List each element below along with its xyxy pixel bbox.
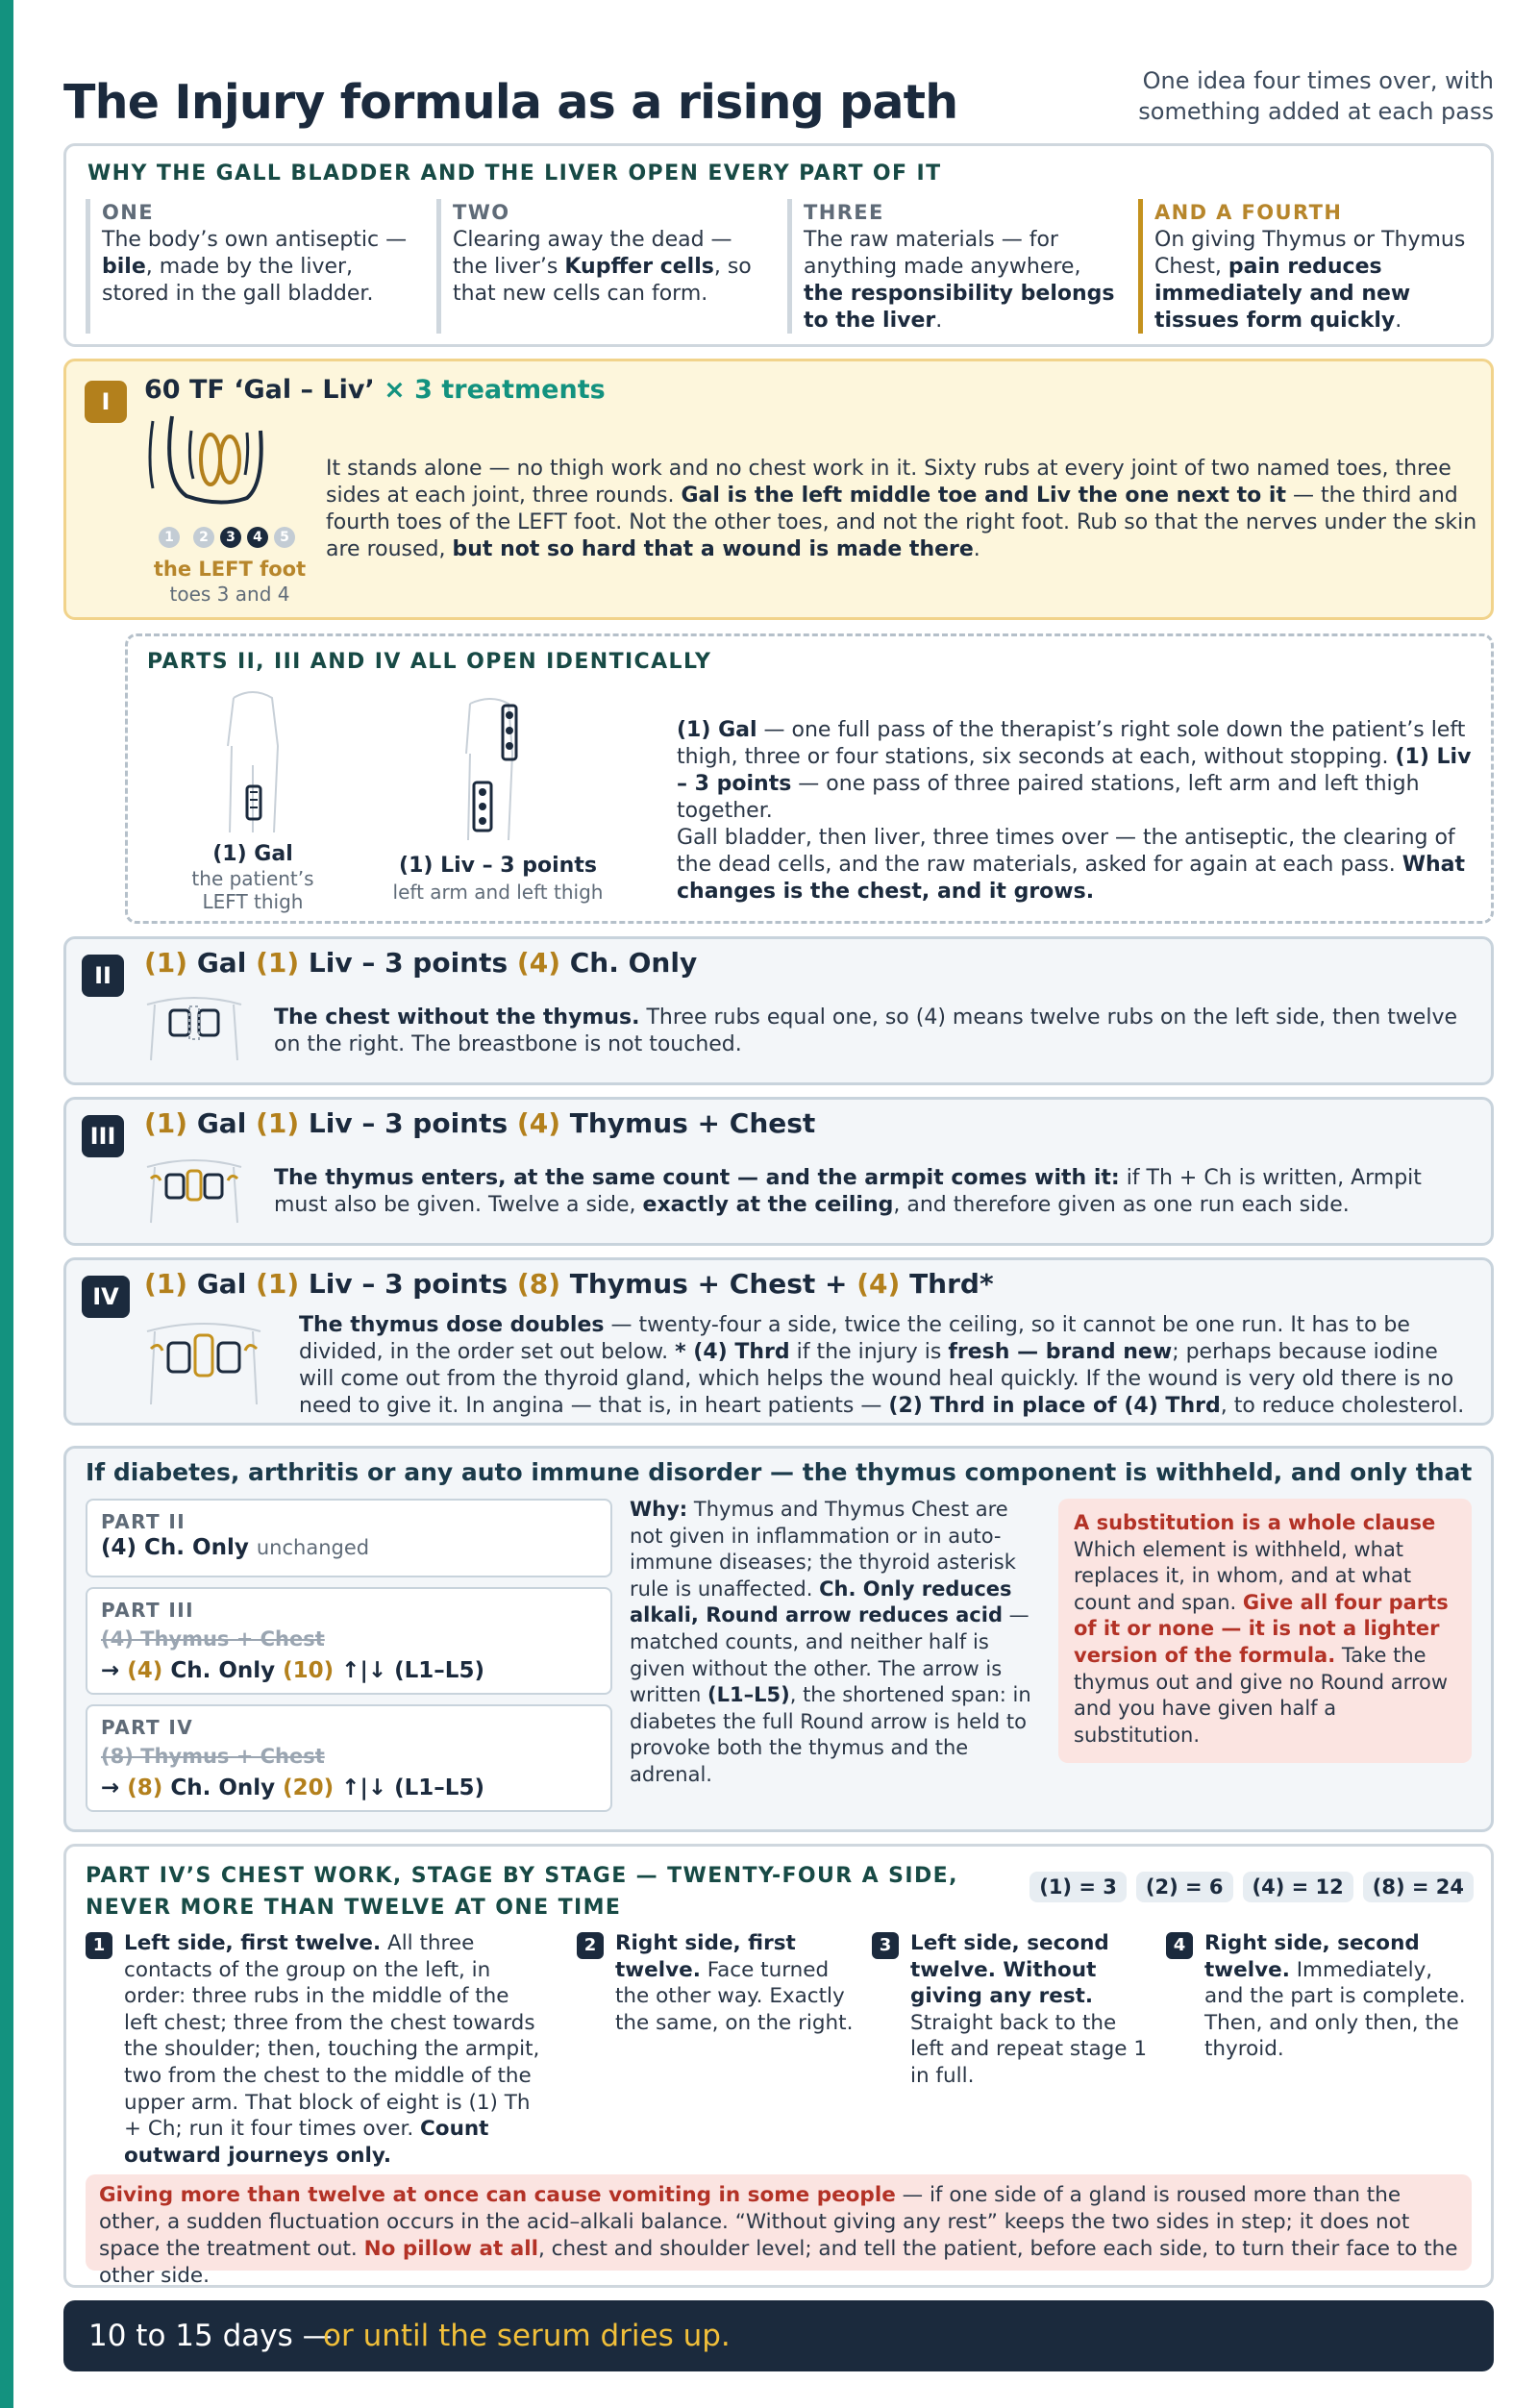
count: (1) xyxy=(144,1268,188,1300)
part-badge: I xyxy=(85,381,127,423)
page-title: The Injury formula as a rising path xyxy=(63,75,958,130)
count-pill: (1) = 3 xyxy=(1029,1872,1127,1902)
part-four-panel xyxy=(63,1257,1494,1426)
toe-1: 1 xyxy=(159,527,180,548)
count: (10) xyxy=(283,1658,335,1683)
substitution-callout xyxy=(1058,1499,1472,1763)
term: Liv – 3 points xyxy=(299,947,517,979)
text: Straight back to the left and repeat stage 1 in full. xyxy=(910,2010,1148,2088)
text: — one full pass of the therapist’s right sole down the patient’s left thigh, three or four stations, six seconds at each, without stopping. xyxy=(677,718,1466,769)
text: Three rubs equal one, so (4) means twelve rubs on the left side, then twelve on the right. The breastbone is not touched. xyxy=(274,1005,1458,1056)
count: (4) xyxy=(856,1268,901,1300)
part-three-panel xyxy=(63,1097,1494,1246)
toe-2: 2 xyxy=(193,527,214,548)
callout-heading: A substitution is a whole clause xyxy=(1074,1511,1436,1534)
term: Liv – 3 points xyxy=(299,1268,517,1300)
stage-number: 2 xyxy=(577,1932,604,1959)
text: . xyxy=(973,537,980,561)
text: if the injury is xyxy=(789,1340,949,1364)
why-col-one xyxy=(86,199,412,334)
card-struck-formula: (4) Thymus + Chest xyxy=(101,1627,325,1651)
bold-text: (1) Liv – 3 points xyxy=(677,745,1472,796)
why-bold: Kupffer cells xyxy=(564,255,714,279)
bold-text: Left side, second twelve. Without giving any rest. xyxy=(910,1931,1109,2009)
text: Which element is withheld, what replaces it, in whom, and at what count and span. xyxy=(1074,1537,1412,1614)
duration-banner xyxy=(63,2300,1494,2371)
part-one-treatments: × 3 treatments xyxy=(384,375,606,405)
card-label: PART IV xyxy=(101,1716,194,1739)
term: ↑|↓ (L1–L5) xyxy=(334,1658,484,1683)
why-text: . xyxy=(1395,309,1402,333)
card-formula: (4) Ch. Only xyxy=(101,1535,249,1560)
parts-opening-panel xyxy=(125,633,1494,924)
fig-liv-sub: left arm and left thigh xyxy=(392,881,604,904)
part-badge: III xyxy=(82,1115,124,1157)
why-col-label: THREE xyxy=(804,201,884,224)
count: (4) xyxy=(516,947,560,979)
vomiting-warning xyxy=(86,2174,1472,2288)
why-text: Clearing away the dead — the liver’s xyxy=(453,228,732,279)
card-value xyxy=(101,1535,369,1560)
term: Thymus + Chest xyxy=(560,1107,816,1139)
part-two-text xyxy=(274,1005,1476,1058)
bold-text: * (4) Thrd xyxy=(675,1340,790,1364)
part-four-text xyxy=(299,1312,1476,1420)
red-text: Giving more than twelve at once can cause vomiting in some people xyxy=(99,2183,896,2207)
toe-4: 4 xyxy=(247,527,268,548)
term: Ch. Only xyxy=(162,1775,284,1800)
text: , and therefore given as one run each side. xyxy=(893,1193,1350,1217)
count: (1) xyxy=(256,1107,300,1139)
why-text: The raw materials — for anything made anywhere, xyxy=(804,228,1081,279)
body-arm-thigh-icon xyxy=(445,696,541,840)
stage-number: 3 xyxy=(872,1932,899,1959)
text: All three contacts of the group on the left, in order: three rubs in the middle of the left chest; three from the chest towards the shoulder; then, touching the armpit, two from the chest to the middle of the upper arm. That block of eight is (1) Th + Ch; run it four times over. xyxy=(124,1931,540,2142)
toe-5: 5 xyxy=(274,527,295,548)
part-one-formula: 60 TF ‘Gal – Liv’ xyxy=(144,375,375,405)
why-col-label: AND A FOURTH xyxy=(1154,201,1343,224)
duration-text: 10 to 15 days — xyxy=(88,2319,333,2353)
bold-text: (1) Gal xyxy=(677,718,757,742)
opening-heading: PARTS II, III AND IV ALL OPEN IDENTICALLY xyxy=(147,650,712,674)
bold-text: fresh — brand new xyxy=(948,1340,1173,1364)
why-col-fourth xyxy=(1138,199,1479,334)
card-label: PART III xyxy=(101,1599,194,1622)
bold-text: Right side, second twelve. xyxy=(1204,1931,1420,1982)
term: Ch. Only xyxy=(560,947,698,979)
term: Gal xyxy=(187,1268,257,1300)
card-value xyxy=(101,1775,484,1800)
bold-text: (L1–L5) xyxy=(707,1683,790,1707)
text: , to reduce cholesterol. xyxy=(1220,1394,1465,1418)
count-legend xyxy=(1029,1872,1474,1902)
stage-number: 1 xyxy=(86,1932,112,1959)
count: (8) xyxy=(127,1775,163,1800)
text: Thymus and Thymus Chest are not given in inflammation or in auto-immune diseases; the thyroid asterisk rule is unaffected. xyxy=(630,1498,1016,1601)
card-note: unchanged xyxy=(256,1536,370,1559)
part-badge: IV xyxy=(82,1276,130,1318)
count-pill: (2) = 6 xyxy=(1136,1872,1233,1902)
why-heading: WHY THE GALL BLADDER AND THE LIVER OPEN EVERY PART OF IT xyxy=(87,161,942,186)
diabetes-heading: If diabetes, arthritis or any auto immune disorder — the thymus component is withheld, and only that xyxy=(86,1458,1473,1486)
stage-1 xyxy=(86,1930,547,2171)
bold-text: Ch. Only reduces alkali, Round arrow reduces acid xyxy=(630,1576,1012,1627)
text: if Th + Ch is written, Armpit must also be given. Twelve a side, xyxy=(274,1166,1422,1217)
left-accent-bar xyxy=(0,0,13,2408)
part-three-heading xyxy=(144,1107,815,1139)
stage-3 xyxy=(872,1930,1151,2123)
why-text: , so that new cells can form. xyxy=(453,255,752,306)
part-one-text xyxy=(326,456,1479,563)
bold-text: Why: xyxy=(630,1498,688,1521)
text: — if one side of a gland is roused more than the other, a sudden fluctuation occurs in the acid–alkali balance. “Without giving any rest” keeps the two sides in step; it does not space the treatment out. xyxy=(99,2183,1410,2261)
card-label: PART II xyxy=(101,1510,186,1533)
why-text: The body’s own antiseptic — xyxy=(102,228,408,252)
text: Take the thymus out and give no Round arrow and you have given half a substitution. xyxy=(1074,1643,1449,1747)
chest-heading: PART IV’S CHEST WORK, STAGE BY STAGE — TWENTY-FOUR A SIDE, NEVER MORE THAN TWELVE AT ONE TIME xyxy=(86,1864,958,1920)
text: Immediately, and the part is complete. Then, and only then, the thyroid. xyxy=(1204,1957,1466,2062)
count: (1) xyxy=(144,947,188,979)
part-one-panel xyxy=(63,359,1494,620)
bold-text: exactly at the ceiling xyxy=(642,1193,894,1217)
part-three-text xyxy=(274,1165,1476,1219)
bold-text: Count outward journeys only. xyxy=(124,2117,489,2168)
term: Thrd* xyxy=(900,1268,994,1300)
text: ; perhaps because iodine will come out from the thyroid gland, which helps the wound heal quickly. If the wound is very old there is no need to give it. In angina — that is, in heart patients — xyxy=(299,1340,1454,1418)
bold-text: Right side, first twelve. xyxy=(615,1931,796,1982)
count: (4) xyxy=(516,1107,560,1139)
count: (1) xyxy=(256,947,300,979)
toe-3: 3 xyxy=(220,527,241,548)
text: — one pass of three paired stations, left arm and left thigh together. xyxy=(677,772,1420,823)
body-front-thigh-icon xyxy=(205,688,301,832)
bold-text: (2) Thrd in place of (4) Thrd xyxy=(888,1394,1221,1418)
text: , the shortened span: in diabetes the full Round arrow is held to provoke both the thymus and the adrenal. xyxy=(630,1683,1031,1786)
why-text: On giving Thymus or Thymus Chest, xyxy=(1154,228,1466,279)
term: Liv – 3 points xyxy=(299,1107,517,1139)
term: Ch. Only xyxy=(162,1658,284,1683)
foot-label: the LEFT foot xyxy=(153,558,307,581)
part-two-heading xyxy=(144,947,697,979)
term: Thymus + Chest + xyxy=(560,1268,857,1300)
why-col-label: ONE xyxy=(102,201,154,224)
part-four-heading xyxy=(144,1268,994,1300)
bold-text: but not so hard that a wound is made there xyxy=(452,537,974,561)
part-four-card xyxy=(86,1704,612,1812)
why-bold: the responsibility belongs to the liver xyxy=(804,282,1115,333)
fig-gal-sub: the patient’s LEFT thigh xyxy=(191,867,314,913)
bold-text: The thymus enters, at the same count — and the armpit comes with it: xyxy=(274,1166,1120,1190)
text: — matched counts, and neither half is given without the other. The arrow is written xyxy=(630,1603,1029,1707)
text: Gall bladder, then liver, three times over — the antiseptic, the clearing of the dead cells, and the raw materials, asked for again at each pass. xyxy=(677,826,1455,877)
count: (8) xyxy=(516,1268,560,1300)
part-two-card xyxy=(86,1499,612,1577)
red-text: No pillow at all xyxy=(363,2237,538,2261)
thymus-chest-icon xyxy=(141,1148,247,1225)
stage-2 xyxy=(577,1930,856,2123)
card-struck-formula: (8) Thymus + Chest xyxy=(101,1745,325,1768)
text: — the third and fourth toes of the LEFT foot. Not the other toes, and not the right foot. Rub so that the nerves under the skin are roused, xyxy=(326,484,1477,561)
why-text: , made by the liver, stored in the gall bladder. xyxy=(102,255,374,306)
fig-liv-label: (1) Liv – 3 points xyxy=(399,854,597,878)
chest-work-panel xyxy=(63,1844,1494,2288)
stage-4 xyxy=(1166,1930,1474,2123)
part-one-heading xyxy=(144,375,606,405)
opening-text xyxy=(677,717,1484,906)
arrow: → xyxy=(101,1775,128,1800)
part-badge: II xyxy=(82,955,124,997)
count: (4) xyxy=(127,1658,163,1683)
duration-highlight: or until the serum dries up. xyxy=(323,2319,731,2353)
thymus-chest-double-icon xyxy=(141,1310,266,1406)
part-three-card xyxy=(86,1587,612,1695)
bold-text: Gal is the left middle toe and Liv the one next to it xyxy=(681,484,1286,508)
why-panel xyxy=(63,143,1494,347)
fig-gal-label: (1) Gal xyxy=(212,842,293,866)
card-value xyxy=(101,1658,484,1683)
bold-text: Left side, first twelve. xyxy=(124,1931,382,1955)
why-bold: pain reduces immediately and new tissues form quickly xyxy=(1154,255,1411,333)
red-text: Give all four parts of it or none — it is not a lighter version of the formula. xyxy=(1074,1590,1449,1667)
text: It stands alone — no thigh work and no chest work in it. Sixty rubs at every joint of two named toes, three sides at each joint, three rounds. xyxy=(326,457,1451,508)
toe-numbers xyxy=(159,527,295,548)
why-col-three xyxy=(787,199,1124,334)
page-subtitle: One idea four times over, with something added at each pass xyxy=(1138,67,1494,125)
count: (1) xyxy=(144,1107,188,1139)
count-pill: (4) = 12 xyxy=(1243,1872,1353,1902)
why-col-two xyxy=(436,199,768,334)
count: (20) xyxy=(283,1775,335,1800)
text: — twenty-four a side, twice the ceiling, so it cannot be one run. It has to be divided, in the order set out below. xyxy=(299,1313,1410,1364)
why-bold: bile xyxy=(102,255,146,279)
term: ↑|↓ (L1–L5) xyxy=(334,1775,484,1800)
why-text: . xyxy=(935,309,943,333)
count-pill: (8) = 24 xyxy=(1363,1872,1474,1902)
bold-text: The chest without the thymus. xyxy=(274,1005,640,1030)
stage-number: 4 xyxy=(1166,1932,1193,1959)
text: , chest and shoulder level; and tell the patient, before each side, to turn their face to the other side. xyxy=(99,2237,1458,2288)
part-two-panel xyxy=(63,936,1494,1085)
arrow: → xyxy=(101,1658,128,1683)
bold-text: What changes is the chest, and it grows. xyxy=(677,853,1466,904)
term: Gal xyxy=(187,1107,257,1139)
why-col-label: TWO xyxy=(453,201,510,224)
term: Gal xyxy=(187,947,257,979)
text: Face turned the other way. Exactly the same, on the right. xyxy=(615,1957,854,2035)
diabetes-why-text xyxy=(630,1497,1043,1789)
chest-only-icon xyxy=(141,985,247,1062)
bold-text: The thymus dose doubles xyxy=(299,1313,605,1337)
count: (1) xyxy=(256,1268,300,1300)
diabetes-panel xyxy=(63,1446,1494,1832)
foot-sublabel: toes 3 and 4 xyxy=(169,583,290,606)
